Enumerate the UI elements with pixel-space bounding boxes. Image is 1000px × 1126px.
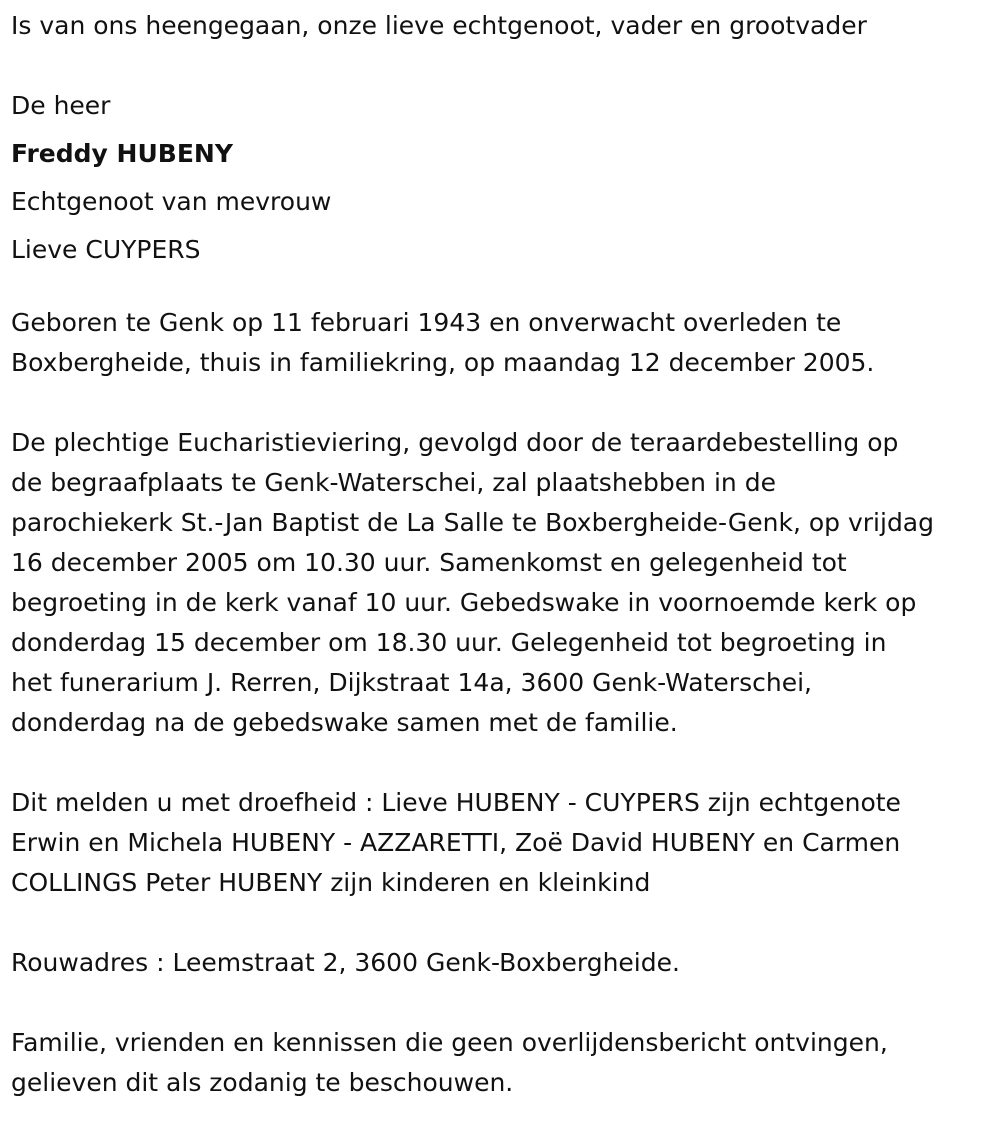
intro-text: Is van ons heengegaan, onze lieve echtgenoot, vader en grootvader [11, 11, 867, 40]
ceremony-paragraph [11, 423, 991, 743]
ceremony-line: de begraafplaats te Genk-Waterschei, zal plaatshebben in de [11, 468, 776, 497]
family-paragraph [11, 783, 991, 903]
family-line: COLLINGS Peter HUBENY zijn kinderen en kleinkind [11, 868, 651, 897]
birth-paragraph [11, 303, 991, 383]
ceremony-line: donderdag 15 december om 18.30 uur. Gelegenheid tot begroeting in [11, 628, 887, 657]
ceremony-line: het funerarium J. Rerren, Dijkstraat 14a, 3600 Genk-Waterschei, [11, 668, 812, 697]
family-line: Erwin en Michela HUBENY - AZZARETTI, Zoë David HUBENY en Carmen [11, 828, 901, 857]
ceremony-line: parochiekerk St.-Jan Baptist de La Salle te Boxbergheide-Genk, op vrijdag [11, 508, 934, 537]
address-paragraph [11, 943, 991, 983]
address-line: Rouwadres : Leemstraat 2, 3600 Genk-Boxbergheide. [11, 948, 680, 977]
spacer [11, 50, 991, 82]
ceremony-line: donderdag na de gebedswake samen met de familie. [11, 708, 678, 737]
closing-line: Familie, vrienden en kennissen die geen overlijdensbericht ontvingen, [11, 1028, 888, 1057]
birth-line: Geboren te Genk op 11 februari 1943 en onverwacht overleden te [11, 308, 842, 337]
closing-line: gelieven dit als zodanig te beschouwen. [11, 1068, 514, 1097]
ceremony-line: 16 december 2005 om 10.30 uur. Samenkomst en gelegenheid tot [11, 548, 847, 577]
birth-line: Boxbergheide, thuis in familiekring, op maandag 12 december 2005. [11, 348, 875, 377]
spouse-label: Echtgenoot van mevrouw [11, 187, 332, 216]
title-prefix: De heer [11, 91, 111, 120]
deceased-name: Freddy HUBENY [11, 139, 233, 168]
closing-paragraph [11, 1023, 991, 1103]
spouse-name: Lieve CUYPERS [11, 235, 201, 264]
family-line: Dit melden u met droefheid : Lieve HUBENY - CUYPERS zijn echtgenote [11, 788, 901, 817]
obituary-document [11, 0, 991, 1103]
ceremony-line: De plechtige Eucharistieviering, gevolgd door de teraardebestelling op [11, 428, 899, 457]
ceremony-line: begroeting in de kerk vanaf 10 uur. Gebedswake in voornoemde kerk op [11, 588, 917, 617]
